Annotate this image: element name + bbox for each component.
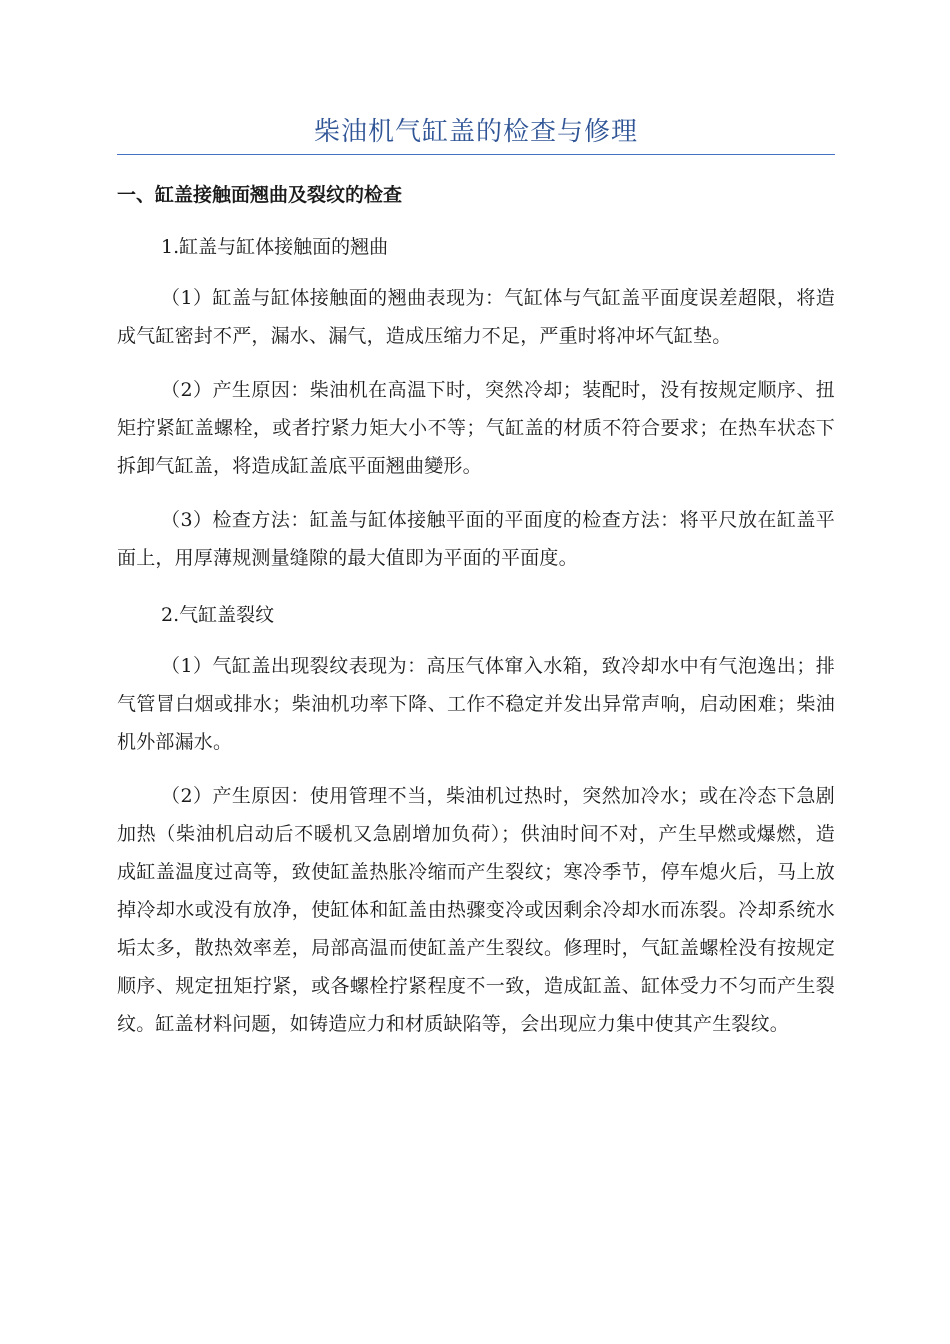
subsection-heading-warp: 1.缸盖与缸体接触面的翘曲 xyxy=(161,236,389,258)
document-page xyxy=(117,112,835,1043)
document-title: 柴油机气缸盖的检查与修理 xyxy=(313,117,638,147)
title-underline xyxy=(117,154,835,155)
section-heading: 一、缸盖接触面翘曲及裂纹的检查 xyxy=(117,184,403,206)
paragraph: （2）产生原因：使用管理不当，柴油机过热时，突然加冷水；或在冷态下急剧加热（柴油机启动后不暖机又急剧增加负荷）；供油时间不对，产生早燃或爆燃，造成缸盖温度过高等，致使缸盖热胀冷缩而产生裂纹；寒冷季节，停车熄火后，马上放掉冷却水或没有放净，使缸体和缸盖由热骤变冷或因剩余冷却水而冻裂。冷却系统水垢太多，散热效率差，局部高温而使缸盖产生裂纹。修理时，气缸盖螺栓没有按规定顺序、规定扭矩拧紧，或各螺栓拧紧程度不一致，造成缸盖、缸体受力不匀而产生裂纹。缸盖材料问题，如铸造应力和材质缺陷等，会出现应力集中使其产生裂纹。 xyxy=(117,785,835,1035)
paragraph: （2）产生原因：柴油机在高温下时，突然冷却；装配时，没有按规定顺序、扭矩拧紧缸盖螺栓，或者拧紧力矩大小不等；气缸盖的材质不符合要求；在热车状态下拆卸气缸盖，将造成缸盖底平面翘曲變形。 xyxy=(117,379,835,477)
paragraph: （3）检查方法：缸盖与缸体接触平面的平面度的检查方法：将平尺放在缸盖平面上，用厚薄规测量缝隙的最大值即为平面的平面度。 xyxy=(117,509,835,569)
paragraph: （1）气缸盖出现裂纹表现为：高压气体窜入水箱，致冷却水中有气泡逸出；排气管冒白烟或排水；柴油机功率下降、工作不稳定并发出异常声响，启动困难；柴油机外部漏水。 xyxy=(117,655,835,753)
paragraph: （1）缸盖与缸体接触面的翘曲表现为：气缸体与气缸盖平面度误差超限，将造成气缸密封不严，漏水、漏气，造成压缩力不足，严重时将冲坏气缸垫。 xyxy=(117,287,835,347)
subsection-heading-crack: 2.气缸盖裂纹 xyxy=(161,604,275,626)
